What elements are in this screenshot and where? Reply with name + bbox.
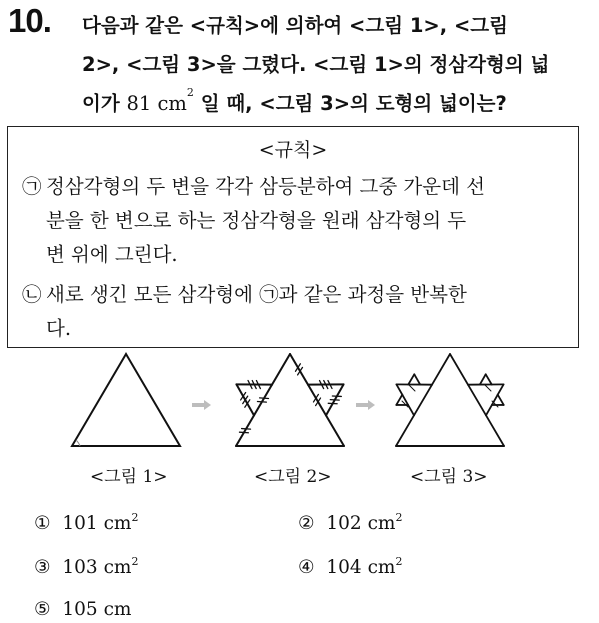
figure-3-edge: [480, 374, 486, 384]
rule-2-marker: ㉡: [22, 283, 42, 306]
choice-4-unit: cm: [367, 557, 396, 578]
figure-3-edge: [396, 384, 402, 394]
choice-4-marker: ④: [298, 557, 315, 578]
figure-1-caption: <그림 1>: [90, 467, 168, 487]
figure-2-tick: [242, 429, 251, 430]
choice-3-value: 103: [62, 557, 98, 578]
figure-3-edge: [450, 354, 468, 385]
arrow-head: [204, 400, 211, 410]
figure-3-caption: <그림 3>: [410, 467, 488, 487]
figure-1-outline: [72, 354, 180, 446]
choice-2[interactable]: [298, 513, 402, 534]
figure-3-tick: [485, 385, 491, 391]
question-line-3-suffix: 일 때, <그림 3>의 도형의 넓이는?: [193, 92, 507, 115]
figure-1-triangle: [72, 354, 180, 446]
choice-1-exp: 2: [131, 511, 139, 524]
choice-3[interactable]: [34, 557, 138, 578]
choice-4[interactable]: [298, 557, 402, 578]
choice-5-value: 105: [62, 599, 98, 620]
choice-3-marker: ③: [34, 557, 51, 578]
arrow-shaft: [356, 403, 368, 407]
figure-3-edge: [414, 374, 420, 384]
choice-4-exp: 2: [395, 555, 403, 568]
figure-2-edge: [236, 415, 254, 446]
rule-1-text-2: 분을 한 변으로 하는 정삼각형을 원래 삼각형의 두: [46, 209, 467, 232]
choice-5-marker: ⑤: [34, 599, 51, 620]
rules-title: <규칙>: [258, 139, 328, 161]
figure-2-edge: [326, 415, 344, 446]
figure-3-tick: [409, 385, 415, 391]
figure-3-edge: [498, 395, 504, 405]
choice-4-value: 104: [326, 557, 362, 578]
figure-2-edge: [254, 385, 272, 416]
rule-2-text-1: 새로 생긴 모든 삼각형에 ㉠과 같은 과정을 반복한: [46, 283, 467, 306]
choice-3-unit: cm: [103, 557, 132, 578]
choice-1-marker: ①: [34, 513, 51, 534]
arrow-shaft: [192, 403, 204, 407]
choice-1[interactable]: [34, 513, 138, 534]
rule-1-marker: ㉠: [22, 175, 42, 198]
figure-3-fractal: [396, 354, 504, 446]
figure-3-edge: [396, 415, 414, 446]
choice-1-value: 101: [62, 513, 98, 534]
question-line-2: 2>, <그림 3>을 그렸다. <그림 1>의 정삼각형의 넓: [82, 53, 550, 76]
choice-5-unit: cm: [103, 599, 132, 620]
choice-1-unit: cm: [103, 513, 132, 534]
area-value: 81: [126, 92, 152, 115]
choice-5[interactable]: [34, 599, 131, 620]
rule-2-text-2: 다.: [46, 317, 72, 340]
figure-2-caption: <그림 2>: [254, 467, 332, 487]
figure-2-edge: [272, 354, 290, 385]
question-number: 10.: [8, 2, 51, 39]
area-exponent: 2: [186, 86, 194, 99]
figure-3-edge: [486, 405, 492, 415]
figure-3-edge: [432, 354, 450, 385]
arrow-2-icon: [356, 400, 375, 410]
figure-3-edge: [402, 395, 408, 405]
figure-3-edge: [408, 405, 414, 415]
figure-2-star: [236, 354, 344, 446]
rule-1-text-1: 정삼각형의 두 변을 각각 삼등분하여 그중 가운데 선: [46, 175, 485, 198]
figure-3-edge: [498, 384, 504, 394]
choice-2-exp: 2: [395, 511, 403, 524]
figure-3-edge: [486, 374, 492, 384]
choice-2-unit: cm: [367, 513, 396, 534]
figure-3-edge: [408, 374, 414, 384]
question-line-1: 다음과 같은 <규칙>에 의하여 <그림 1>, <그림: [82, 14, 508, 37]
figure-2-tick: [239, 432, 248, 433]
arrow-head: [368, 400, 375, 410]
figure-2-edge: [308, 385, 326, 416]
figure-2-edge: [290, 354, 308, 385]
rule-1-text-3: 변 위에 그린다.: [46, 243, 178, 266]
figure-3-edge: [396, 395, 402, 405]
choice-2-value: 102: [326, 513, 362, 534]
arrow-1-icon: [192, 400, 211, 410]
question-line-3-prefix: 이가: [82, 92, 127, 115]
area-unit: cm: [157, 92, 187, 115]
choice-3-exp: 2: [131, 555, 139, 568]
choice-2-marker: ②: [298, 513, 315, 534]
figure-2-tick: [260, 398, 269, 399]
figure-2-tick: [257, 402, 266, 403]
figure-3-edge: [486, 415, 504, 446]
figure-3-edge: [468, 385, 486, 416]
figure-3-edge: [414, 385, 432, 416]
